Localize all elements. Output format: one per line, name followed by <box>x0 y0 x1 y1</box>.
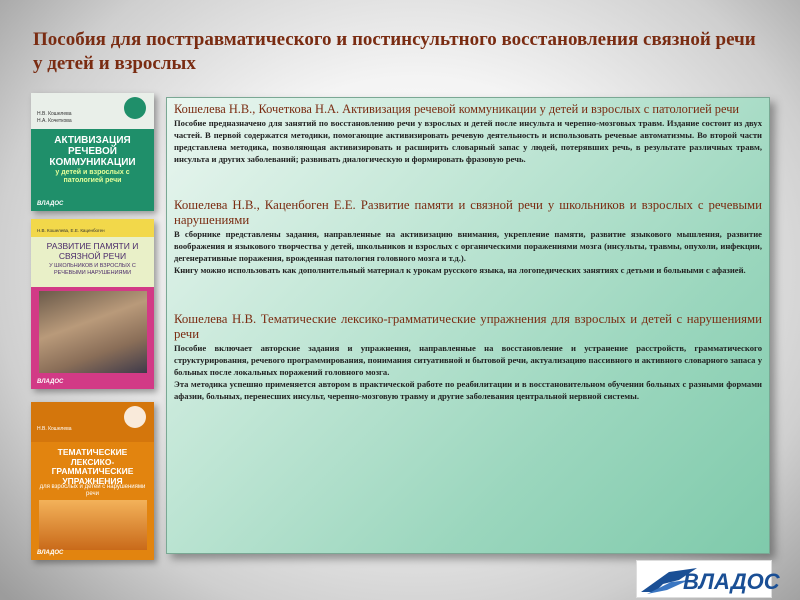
book-cover-publisher: ВЛАДОС <box>37 201 64 207</box>
book-cover-authors: Н.В. Кошелева Н.А. Кочеткова <box>37 111 72 124</box>
book-cover-subtitle: для взрослых и детей с нарушениями речи <box>39 484 146 497</box>
book-cover-title: ТЕМАТИЧЕСКИЕ ЛЕКСИКО-ГРАММАТИЧЕСКИЕ УПРАЖНЕНИЯ <box>51 447 134 486</box>
entry-body: Пособие включает авторские задания и упражнения, направленные на восстановление и устранение расстройств, грамматического структурирования, речевого программирования, понимания ситуативной и бытовой речи, актуализацию пассивного и активного словарного запаса у больных после локальных поражений головного мозга. Эта методика успешно применяется автором в практической работе по реабилитации и в восстановительном обучении больных с разными формами афазии, больных, перенесших инсульт, черепно-мозговую травму и другие заболевания центральной нервной системы. <box>174 343 762 401</box>
book-cover-authors: Н.В. Кошелева <box>37 426 72 432</box>
book-cover-title: РАЗВИТИЕ ПАМЯТИ И СВЯЗНОЙ РЕЧИ <box>46 241 139 261</box>
book-cover-photo <box>39 291 147 373</box>
entry-body: Пособие предназначено для занятий по восстановлению речи у взрослых и детей после инсульта и черепно-мозговых травм. Издание состоит из двух частей. В первой содержатся методики, помогающие активизировать речевую деятельность и использовать речевые автоматизмы. Во второй части представлена методика, позволяющая активизировать и расширить словарный запас у людей, потерявших речь, в результате различных травм, инсульта и других заболеваний; развивать диалогическую и формировать фразовую речь. <box>174 118 762 164</box>
book-cover-3 <box>31 402 154 560</box>
publisher-logo <box>636 560 780 598</box>
entry-heading: Кошелева Н.В., Каценбоген Е.Е. Развитие памяти и связной речи у школьников и взрослых с речевыми нарушениями <box>174 198 762 227</box>
entry-heading: Кошелева Н.В. Тематические лексико-грамматические упражнения для взрослых и детей с нарушениями речи <box>174 312 762 341</box>
description-panel <box>166 97 770 554</box>
book-cover-subtitle: У ШКОЛЬНИКОВ И ВЗРОСЛЫХ С РЕЧЕВЫМИ НАРУШЕНИЯМИ <box>49 263 136 276</box>
head-silhouette-icon <box>124 97 146 119</box>
book-entry-1 <box>174 102 762 165</box>
entry-heading: Кошелева Н.В., Кочеткова Н.А. Активизация речевой коммуникации у детей и взрослых с патологией речи <box>174 102 740 116</box>
page-title: Пособия для посттравматического и постинсультного восстановления связной речи у детей и взрослых <box>33 29 756 74</box>
entry-body: В сборнике представлены задания, направленные на активизацию внимания, укрепление памяти, развитие языкового мышления, развитие воображения и языкового творчества у детей, школьников и взрослых с органическими поражениями мозга (инсульты, травмы, опухоли, инфекции, дегенеративные поражения, врожденная патология головного мозга и т.д.). Книгу можно использовать как дополнительный материал к урокам русского языка, на логопедических занятиях с детьми и больными с афазией. <box>174 229 762 275</box>
head-silhouette-icon <box>124 406 146 428</box>
book-cover-2 <box>31 219 154 389</box>
book-cover-publisher: ВЛАДОС <box>37 550 64 556</box>
book-cover-publisher: ВЛАДОС <box>37 379 64 385</box>
book-cover-1 <box>31 93 154 211</box>
book-cover-illustration <box>39 500 147 550</box>
book-cover-subtitle: у детей и взрослых с патологией речи <box>55 169 130 184</box>
book-entry-3 <box>174 312 762 402</box>
book-cover-authors: Н.В. Кошелева, Е.Е. Каценбоген <box>37 228 105 233</box>
book-entry-2 <box>174 198 762 276</box>
publisher-logo-text: ВЛАДОС <box>683 569 780 594</box>
book-cover-title: АКТИВИЗАЦИЯ РЕЧЕВОЙ КОММУНИКАЦИИ <box>49 135 136 168</box>
